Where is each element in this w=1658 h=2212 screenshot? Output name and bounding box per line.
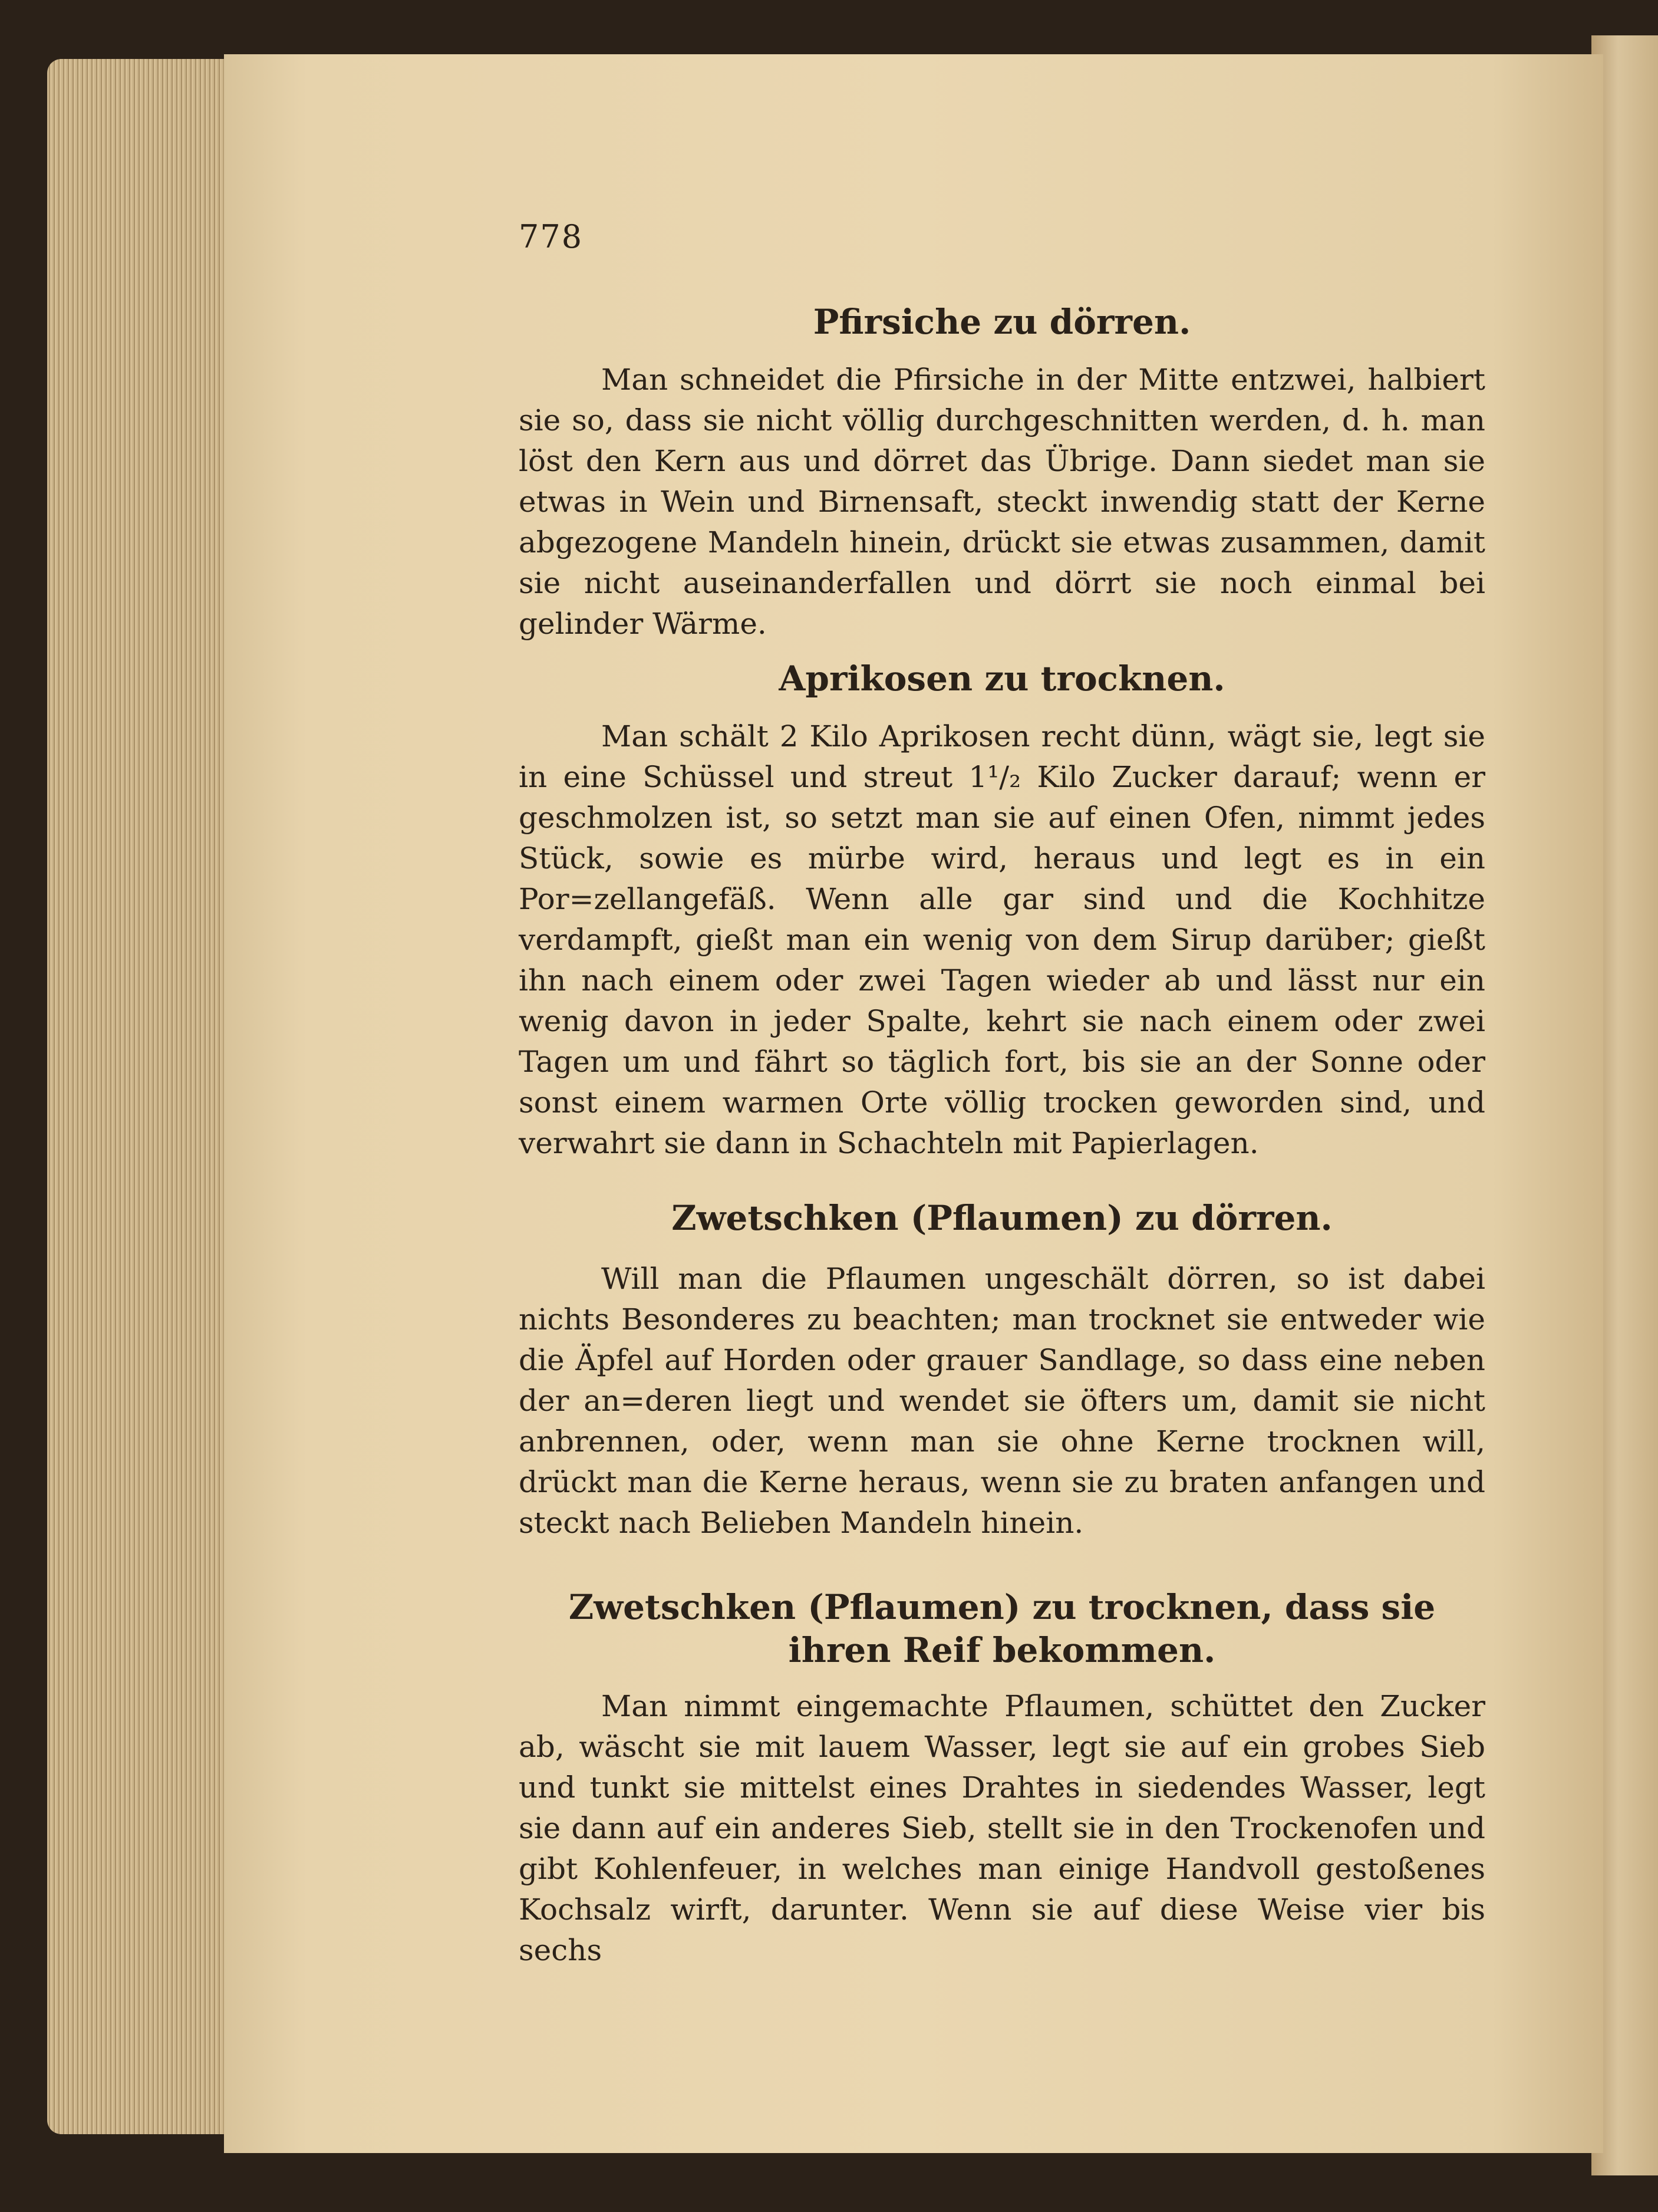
paragraph: Man nimmt eingemachte Pflaumen, schüttet den Zucker ab, wäscht sie mit lauem Wasser, legt sie auf ein grobes Sieb und tunkt sie mittelst eines Drahtes in siedendes Wasser, legt sie dann auf ein anderes Sieb, stellt sie in den Trockenofen und gibt Kohlenfeuer, in welches man einige Handvoll gestoßenes Kochsalz wirft, darunter. Wenn sie auf diese Weise vier bis sechs — [519, 1689, 1485, 1967]
paragraph: Man schält 2 Kilo Aprikosen recht dünn, wägt sie, legt sie in eine Schüssel und streut 1¹/₂ Kilo Zucker darauf; wenn er geschmolzen ist, so setzt man sie auf einen Ofen, nimmt jedes Stück, sowie es mürbe wird, heraus und legt es in ein Por=zellangefäß. Wenn alle gar sind und die Kochhitze verdampft, gießt man ein wenig von dem Sirup darüber; gießt ihn nach einem oder zwei Tagen wieder ab und lässt nur ein wenig davon in jeder Spalte, kehrt sie nach einem oder zwei Tagen um und fährt so täglich fort, bis sie an der Sonne oder sonst einem warmen Orte völlig trocken geworden sind, und verwahrt sie dann in Schachteln mit Papierlagen. — [519, 719, 1485, 1160]
heading-text: Zwetschken (Pflaumen) zu trocknen, dass sie ihren Reif bekommen. — [568, 1587, 1436, 1670]
section-heading-plums-dry — [519, 1197, 1485, 1240]
section-heading-plums-reif — [519, 1586, 1485, 1671]
section-heading-peaches — [519, 301, 1485, 344]
section-body-plums-reif — [519, 1686, 1485, 1971]
page-edges — [47, 59, 236, 2134]
heading-text: Zwetschken (Pflaumen) zu dörren. — [671, 1198, 1333, 1238]
section-body-peaches — [519, 360, 1485, 644]
heading-text: Aprikosen zu trocknen. — [779, 659, 1225, 699]
heading-text: Pfirsiche zu dörren. — [813, 302, 1191, 342]
page-number: 778 — [519, 218, 584, 255]
section-body-plums-dry — [519, 1259, 1485, 1543]
paragraph: Man schneidet die Pfirsiche in der Mitte entzwei, halbiert sie so, dass sie nicht völlig durchgeschnitten werden, d. h. man löst den Kern aus und dörret das Übrige. Dann siedet man sie etwas in Wein und Birnensaft, steckt inwendig statt der Kerne abgezogene Mandeln hinein, drückt sie etwas zusammen, damit sie nicht auseinanderfallen und dörrt sie noch einmal bei gelinder Wärme. — [519, 363, 1485, 641]
section-heading-apricots — [519, 657, 1485, 700]
section-body-apricots — [519, 716, 1485, 1164]
paragraph: Will man die Pflaumen ungeschält dörren, so ist dabei nichts Besonderes zu beachten; man trocknet sie entweder wie die Äpfel auf Horden oder grauer Sandlage, so dass eine neben der an=deren liegt und wendet sie öfters um, damit sie nicht anbrennen, oder, wenn man sie ohne Kerne trocknen will, drückt man die Kerne heraus, wenn sie zu braten anfangen und steckt nach Belieben Mandeln hinein. — [519, 1262, 1485, 1540]
